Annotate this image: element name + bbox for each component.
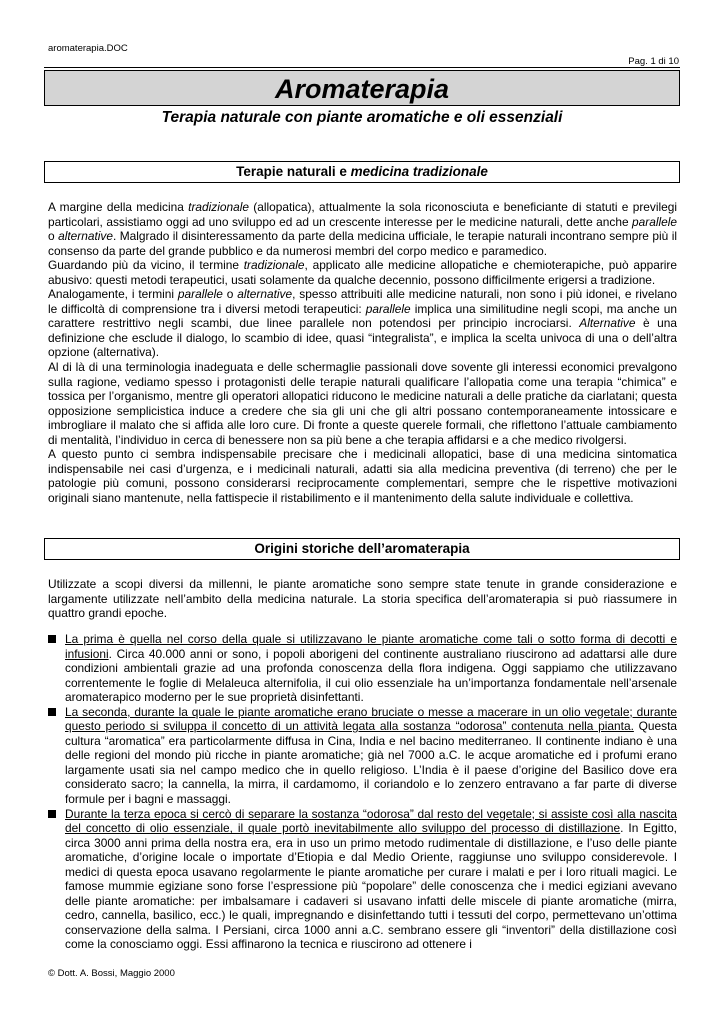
document-filename: aromaterapia.DOC [48, 43, 128, 54]
italic-term: tradizionale [243, 258, 305, 273]
italic-term: alternative [58, 229, 113, 244]
text-span: , applicato alle medicine allopatiche e chemioterapiche, può apparire abusivo: questi metodi terapeutici, usati solamente da qualche decennio, possono difficilmente erigersi a tradizione. [48, 258, 677, 287]
section-heading-part: Terapie naturali e [236, 164, 351, 179]
text-span: (allopatica), attualmente la sola riconosciuta e beneficiante di statuti e previlegi particolari, assistiamo oggi ad uno sviluppo ed ad un crescente interesse per le medicine naturali, dette anche [48, 200, 678, 229]
text-span: o [222, 287, 238, 302]
text-span: A margine della medicina [48, 200, 189, 214]
header-rule [44, 67, 680, 68]
underlined-lead: La prima è quella nel corso della quale si utilizzavano le piante aromatiche come tali o sotto forma di decotti e infusioni [65, 632, 677, 661]
paragraph [48, 258, 677, 287]
paragraph: A questo punto ci sembra indispensabile precisare che i medicinali allopatici, base di una medicina sintomatica indispensabile nei casi d’urgenza, e i medicinali naturali, adatti sia alla medicina preventiva (di terreno) che per le patologie più comuni, possono considerarsi reciprocamente complementari, sempre che le rispettive motivazioni originali siano mantenute, nella fattispecie il ristabilimento e il mantenimento della salute individuale e collettiva. [48, 447, 677, 505]
list-item [48, 632, 677, 705]
italic-term: parallele [177, 287, 223, 302]
document-subtitle: Terapia naturale con piante aromatiche e oli essenziali [161, 109, 563, 126]
paragraph [48, 287, 677, 360]
page-footer: © Dott. A. Bossi, Maggio 2000 [48, 968, 175, 979]
text-span: Analogamente, i termini [48, 287, 178, 302]
section-heading-italic: medicina tradizionale [350, 164, 488, 179]
square-bullet-icon [48, 708, 56, 716]
underlined-lead: Durante la terza epoca si cercò di separare la sostanza “odorosa” dal resto del vegetale; si assiste così alla nascita del concetto di olio essenziale, il quale portò inevitabilmente allo sviluppo del processo di distillazione [65, 806, 677, 836]
italic-term: Alternative [579, 316, 636, 331]
text-span: . In Egitto, circa 3000 anni prima della nostra era, era in uso un primo metodo rudimentale di distillazione, e l’uso delle piante aromatiche, d’origine locale o importate d’Etiopia e dal Medio Oriente, raggiunse uno sviluppo considerevole. I medici di questa epoca usavano regolarmente le piante aromatiche per curare i malati e per i loro rituali magici. Le famose mummie egiziane sono forse l’espressione più “popolare” delle conoscenza che i medici egiziani avevano delle piante aromatiche: per imbalsamare i cadaveri si usavano infatti delle miscele di piante aromatiche (mirra, cedro, cannella, basilico, ecc.) le quali, impregnando e disinfettando tutti i tessuti del corpo, permettevano un’ottima conservazione della salma. I Persiani, circa 1000 anni a.C. sembrano essere gli “inventori” della distillazione così come la conosciamo oggi. Essi affinarono la tecnica e riuscirono ad ottenere i [65, 821, 677, 952]
text-span: , spesso attribuiti alle medicine naturali, non sono i più idonei, e rivelano le difficoltà di comprensione tra i diversi metodi terapeutici: [48, 287, 677, 316]
paragraph [48, 200, 677, 258]
text-span: implica una similitudine negli scopi, ma anche un carattere restrittivo negli scambi, due linee parallele non potendosi per principio incrociarsi. [48, 301, 677, 331]
section-terapie-body [48, 200, 677, 505]
section-heading-origini: Origini storiche dell’aromaterapia [44, 538, 680, 560]
square-bullet-icon [48, 635, 56, 643]
list-item [48, 807, 677, 952]
text-span: . Malgrado il disinteressamento da parte della medicina ufficiale, le terapie naturali incontrano sempre più il consenso da parte del grande pubblico e da numerosi membri del corpo medico e paramedico. [48, 229, 678, 258]
paragraph: Al di là di una terminologia inadeguata e delle schermaglie passionali dove sovente gli interessi economici prevalgono sulla ragione, vediamo spesso i protagonisti delle terapie naturali qualificare l’allopatia come una terapia “chimica” e tossica per l’organismo, mentre gli operatori allopatici riducono le medicine naturali a delle pratiche da ciarlatani; questa opposizione semplicistica induce a credere che sia gli uni che gli altri possano contemporaneamente intossicare e imbrogliare il malato che si affida alle loro cure. Di fronte a queste querele formali, che riflettono l’attuale cambiamento di mentalità, l’individuo in cerca di benessere non sa più bene a che terapia affidarsi e a che medico rivolgersi. [48, 360, 677, 447]
square-bullet-icon [48, 810, 56, 818]
text-span: o [48, 229, 59, 244]
title-box [44, 70, 680, 106]
section-heading-terapie [44, 161, 680, 183]
text-span: Questa cultura “aromatica” era particolarmente diffusa in Cina, India e nel bacino mediterraneo. Il continente indiano è una delle regioni del mondo più ricche in piante aromatiche; già nel 7000 a.C. le acque aromatiche ed i profumi erano largamente usati sia nel campo medico che in quello religioso. L’India è il paese d’origine del Basilico dove era considerato sacro; la cannella, la mirra, il cardamomo, il coriandolo e lo zenzero entravano a far parte di diverse formule per i bagni e massaggi. [65, 719, 678, 807]
document-title: Aromaterapia [274, 74, 450, 104]
text-span: Guardando più da vicino, il termine [48, 258, 244, 273]
italic-term: parallele [632, 214, 677, 229]
text-span: è una definizione che esclude il dialogo, lo scambio di idee, quasi “integralista”, e implica la scelta univoca di una o dell’altra opzione (alternativa). [48, 316, 678, 360]
list-item [48, 705, 677, 807]
italic-term: parallele [365, 301, 411, 316]
italic-term: tradizionale [188, 200, 249, 214]
italic-term: alternative [237, 287, 293, 302]
text-span: . Circa 40.000 anni or sono, i popoli aborigeni del continente australiano riuscirono ad adattarsi alle dure condizioni ambientali grazie ad una profonda conoscenza della flora indigena. Oggi sappiamo che utilizzavano correntemente le foglie di Melaleuca alternifolia, il cui olio essenziale ha un’importanza fondamentale nell’arsenale aromaterapico moderno per le sue proprietà disinfettanti. [65, 646, 677, 705]
epochs-list [48, 632, 677, 952]
page-number: Pag. 1 di 10 [628, 56, 679, 67]
section-origini-intro: Utilizzate a scopi diversi da millenni, le piante aromatiche sono sempre state tenute in grande considerazione e largamente utilizzate nell’ambito della medicina naturale. La storia specifica dell’aromaterapia si può riassumere in quattro grandi epoche. [48, 577, 677, 621]
underlined-lead: La seconda, durante la quale le piante aromatiche erano bruciate o messe a macerare in un olio vegetale; durante questo periodo si sviluppa il concetto di un attività legata alla sostanza “odorosa” contenuta nella pianta. [65, 704, 677, 734]
